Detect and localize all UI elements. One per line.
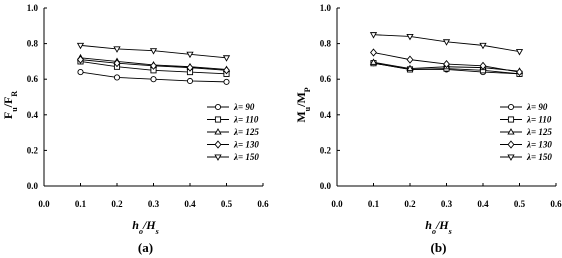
- x-axis-label: $h_o/H_s$: [132, 218, 159, 236]
- y-tick-label: 0.4: [26, 109, 38, 120]
- legend-label: λ= 125: [234, 127, 259, 137]
- data-point: [407, 56, 413, 63]
- y-tick-label: 0.2: [26, 145, 38, 156]
- legend-label: λ= 110: [234, 114, 259, 125]
- legend-marker: [215, 117, 220, 122]
- y-tick-label: 0.2: [319, 145, 331, 156]
- legend-label: λ= 90: [527, 102, 548, 112]
- y-tick-label: 1.0: [319, 3, 331, 13]
- x-tick-label: 0.0: [331, 199, 343, 209]
- legend-label: λ= 90: [234, 102, 255, 112]
- y-tick-label: 0.6: [319, 74, 331, 85]
- x-tick-label: 0.3: [440, 199, 453, 209]
- panel-caption: (a): [137, 240, 154, 255]
- legend-marker: [508, 117, 513, 122]
- data-point: [517, 50, 523, 55]
- legend: [207, 102, 259, 162]
- x-tick-label: 0.1: [367, 199, 380, 209]
- x-tick-label: 0.5: [220, 199, 233, 209]
- y-axis-label: $F_u/F_R$: [1, 90, 19, 120]
- legend-label: λ= 110: [527, 114, 552, 125]
- x-tick-label: 0.2: [404, 199, 416, 209]
- x-tick-label: 0.5: [513, 199, 526, 209]
- legend-marker: [508, 155, 514, 160]
- data-point: [114, 75, 119, 80]
- legend-marker: [508, 129, 514, 134]
- chart-panel-2: [294, 3, 562, 255]
- legend-label: λ= 150: [527, 152, 552, 162]
- y-tick-label: 0.6: [26, 74, 38, 85]
- legend-marker: [215, 141, 221, 148]
- x-tick-label: 0.1: [74, 199, 87, 209]
- y-tick-label: 0.0: [26, 181, 38, 191]
- x-tick-label: 0.6: [550, 199, 562, 209]
- y-tick-label: 0.4: [319, 109, 331, 120]
- x-tick-label: 0.0: [38, 199, 50, 209]
- series-5: [371, 33, 523, 55]
- y-tick-label: 0.0: [319, 181, 331, 191]
- legend-marker: [508, 141, 514, 148]
- y-tick-label: 1.0: [26, 3, 38, 13]
- data-point: [78, 69, 83, 74]
- x-tick-label: 0.2: [111, 199, 123, 209]
- chart-panel-1: [1, 3, 269, 255]
- legend-label: λ= 150: [234, 152, 259, 162]
- legend-marker: [215, 129, 221, 134]
- panel-caption: (b): [430, 240, 447, 255]
- x-tick-label: 0.3: [147, 199, 160, 209]
- data-point: [187, 78, 192, 83]
- legend-marker: [215, 155, 221, 160]
- x-tick-label: 0.4: [477, 199, 489, 209]
- data-point: [151, 77, 156, 82]
- data-point: [224, 79, 229, 84]
- y-tick-label: 0.8: [319, 38, 331, 49]
- y-tick-label: 0.8: [26, 38, 38, 49]
- legend-label: λ= 125: [527, 127, 552, 137]
- data-point: [224, 56, 230, 61]
- legend-marker: [508, 104, 513, 109]
- legend-label: λ= 130: [527, 139, 552, 150]
- x-tick-label: 0.4: [184, 199, 196, 209]
- x-axis-label: $h_o/H_s$: [425, 218, 452, 236]
- data-point: [371, 49, 377, 56]
- legend-label: λ= 130: [234, 139, 259, 150]
- legend-marker: [215, 104, 220, 109]
- y-axis-label: $M_u/M_P$: [294, 87, 312, 123]
- series-5: [78, 43, 230, 61]
- x-tick-label: 0.6: [257, 199, 269, 209]
- legend: [500, 102, 552, 162]
